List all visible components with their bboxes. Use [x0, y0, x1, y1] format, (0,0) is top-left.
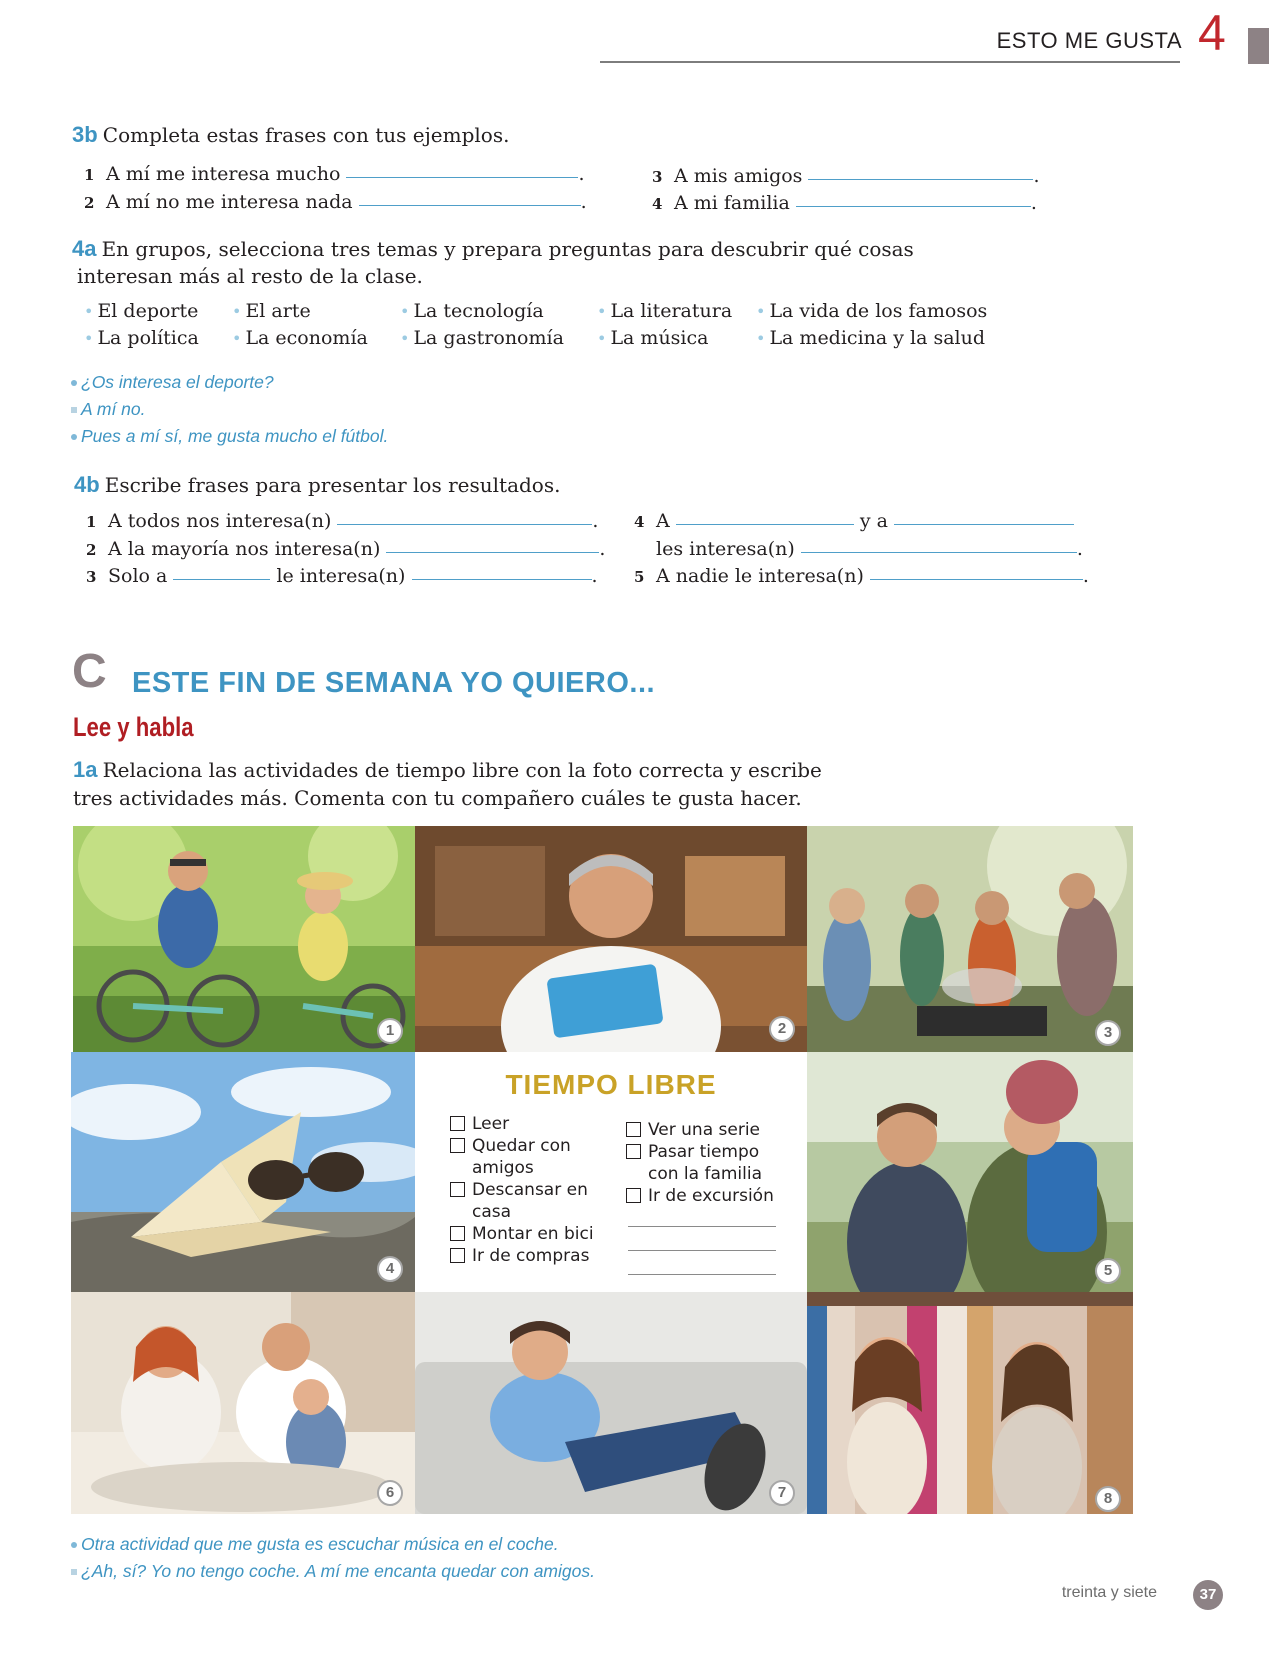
- exercise-instruction: Completa estas frases con tus ejemplos.: [102, 123, 510, 147]
- answer-blank[interactable]: [801, 552, 1077, 553]
- exercise-4a-heading: [72, 236, 914, 262]
- ex4b-item-4-continued: les interesa(n) .: [656, 538, 1083, 560]
- exercise-label: 4a: [72, 236, 97, 261]
- ex4b-item-1: 1 A todos nos interesa(n) .: [86, 510, 599, 532]
- ex3b-item-1: 1 A mí me interesa mucho .: [84, 163, 585, 185]
- answer-blank[interactable]: [808, 179, 1033, 180]
- answer-blank[interactable]: [359, 205, 581, 206]
- activity-option[interactable]: Ir de excursión: [626, 1185, 774, 1207]
- item-text: A mi familia: [674, 192, 790, 214]
- checkbox[interactable]: [450, 1248, 465, 1263]
- dialogue-line: Pues a mí sí, me gusta mucho el fútbol.: [71, 426, 388, 447]
- activity-option[interactable]: Ir de compras: [450, 1245, 594, 1267]
- photo-number-badge: 2: [769, 1016, 795, 1042]
- photo-number-badge: 3: [1095, 1020, 1121, 1046]
- topic-item: • La política: [84, 327, 199, 349]
- checkbox[interactable]: [450, 1138, 465, 1153]
- photo-book-sunglasses: [71, 1052, 415, 1292]
- item-number: 4: [652, 195, 663, 213]
- answer-blank[interactable]: [346, 177, 578, 178]
- item-text: A mí no me interesa nada: [106, 191, 353, 213]
- photo-number-badge: 4: [377, 1256, 403, 1282]
- exercise-1a-heading: [73, 757, 822, 783]
- page-number: 37: [1193, 1580, 1223, 1610]
- unit-color-tab: [1248, 28, 1269, 64]
- exercise-instruction: En grupos, selecciona tres temas y prepara preguntas para descubrir qué cosas: [101, 237, 914, 261]
- dialogue-line: A mí no.: [71, 399, 146, 420]
- photo-family-playing: [71, 1292, 415, 1514]
- exercise-label: 4b: [74, 472, 100, 497]
- photo-man-relaxing: [415, 1292, 807, 1514]
- exercise-3b-heading: [72, 122, 509, 148]
- section-title: ESTE FIN DE SEMANA YO QUIERO...: [132, 667, 656, 699]
- topic-item: • La tecnología: [400, 300, 544, 322]
- item-number: 1: [84, 166, 95, 184]
- checkbox[interactable]: [626, 1188, 641, 1203]
- tiempo-libre-box: [416, 1052, 806, 1292]
- exercise-instruction-continued: tres actividades más. Comenta con tu compañero cuáles te gusta hacer.: [73, 786, 802, 810]
- photo-number-badge: 6: [377, 1480, 403, 1506]
- item-number: 3: [652, 168, 663, 186]
- ex4b-item-4: 4 A y a: [634, 510, 1074, 532]
- item-number: 2: [84, 194, 95, 212]
- photo-barbecue-friends: [807, 826, 1133, 1052]
- dialogue-line: Otra actividad que me gusta es escuchar música en el coche.: [71, 1534, 559, 1555]
- activity-option[interactable]: Descansar en: [450, 1179, 594, 1201]
- write-in-line[interactable]: [628, 1250, 776, 1251]
- exercise-label: 1a: [73, 757, 98, 782]
- photo-cycling-couple: [73, 826, 415, 1054]
- photo-man-tablet: [415, 826, 807, 1052]
- page-number-words: treinta y siete: [1061, 1584, 1157, 1601]
- ex3b-item-4: 4 A mi familia .: [652, 192, 1037, 214]
- write-in-line[interactable]: [628, 1274, 776, 1275]
- photo-number-badge: 1: [377, 1018, 403, 1044]
- photo-number-badge: 7: [769, 1480, 795, 1506]
- answer-blank[interactable]: [870, 579, 1083, 580]
- exercise-4b-heading: [74, 472, 560, 498]
- answer-blank[interactable]: [796, 206, 1031, 207]
- ex4b-item-2: 2 A la mayoría nos interesa(n) .: [86, 538, 606, 560]
- activity-column-1: Leer Quedar con amigos Descansar en casa Montar en bici Ir de compras: [450, 1113, 594, 1267]
- exercise-instruction: Escribe frases para presentar los resultados.: [104, 473, 561, 497]
- photo-hikers: [807, 1052, 1133, 1292]
- item-text: A mí me interesa mucho: [106, 163, 341, 185]
- answer-blank[interactable]: [337, 524, 592, 525]
- activity-option[interactable]: Ver una serie: [626, 1119, 774, 1141]
- checkbox[interactable]: [450, 1182, 465, 1197]
- topic-item: • La música: [597, 327, 709, 349]
- ex4b-item-5: 5 A nadie le interesa(n) .: [634, 565, 1089, 587]
- exercise-instruction-continued: interesan más al resto de la clase.: [77, 264, 423, 288]
- answer-blank[interactable]: [894, 524, 1074, 525]
- topic-item: • El deporte: [84, 300, 199, 322]
- section-letter: C: [72, 645, 107, 698]
- photo-women-shopping: [807, 1292, 1133, 1514]
- activity-option[interactable]: Leer: [450, 1113, 594, 1135]
- ex3b-item-3: 3 A mis amigos .: [652, 165, 1040, 187]
- exercise-instruction: Relaciona las actividades de tiempo libre con la foto correcta y escribe: [102, 758, 822, 782]
- answer-blank[interactable]: [676, 524, 854, 525]
- write-in-line[interactable]: [628, 1226, 776, 1227]
- topic-item: • La medicina y la salud: [756, 327, 986, 349]
- checkbox[interactable]: [450, 1116, 465, 1131]
- activity-option[interactable]: Montar en bici: [450, 1223, 594, 1245]
- topic-item: • El arte: [232, 300, 311, 322]
- dialogue-line: ¿Ah, sí? Yo no tengo coche. A mí me encanta quedar con amigos.: [71, 1561, 595, 1582]
- answer-blank[interactable]: [386, 552, 599, 553]
- photo-number-badge: 8: [1095, 1486, 1121, 1512]
- unit-number: 4: [1198, 5, 1226, 61]
- subsection-title: Lee y habla: [73, 712, 194, 742]
- exercise-label: 3b: [72, 122, 98, 147]
- header-rule: [600, 61, 1180, 63]
- activity-column-2: Ver una serie Pasar tiempo con la familia Ir de excursión: [626, 1119, 774, 1207]
- checkbox[interactable]: [450, 1226, 465, 1241]
- dialogue-line: ¿Os interesa el deporte?: [71, 372, 274, 393]
- tiempo-libre-title: TIEMPO LIBRE: [505, 1069, 717, 1100]
- topic-item: • La literatura: [597, 300, 733, 322]
- checkbox[interactable]: [626, 1144, 641, 1159]
- activity-option[interactable]: Quedar con: [450, 1135, 594, 1157]
- photo-number-badge: 5: [1095, 1258, 1121, 1284]
- ex3b-item-2: 2 A mí no me interesa nada .: [84, 191, 587, 213]
- topic-item: • La gastronomía: [400, 327, 564, 349]
- topic-item: • La economía: [232, 327, 368, 349]
- activity-option[interactable]: Pasar tiempo: [626, 1141, 774, 1163]
- answer-blank[interactable]: [412, 579, 592, 580]
- item-text: A mis amigos: [674, 165, 803, 187]
- topic-item: • La vida de los famosos: [756, 300, 988, 322]
- answer-blank[interactable]: [173, 579, 270, 580]
- checkbox[interactable]: [626, 1122, 641, 1137]
- ex4b-item-3: 3 Solo a le interesa(n) .: [86, 565, 598, 587]
- unit-title: ESTO ME GUSTA: [996, 28, 1182, 53]
